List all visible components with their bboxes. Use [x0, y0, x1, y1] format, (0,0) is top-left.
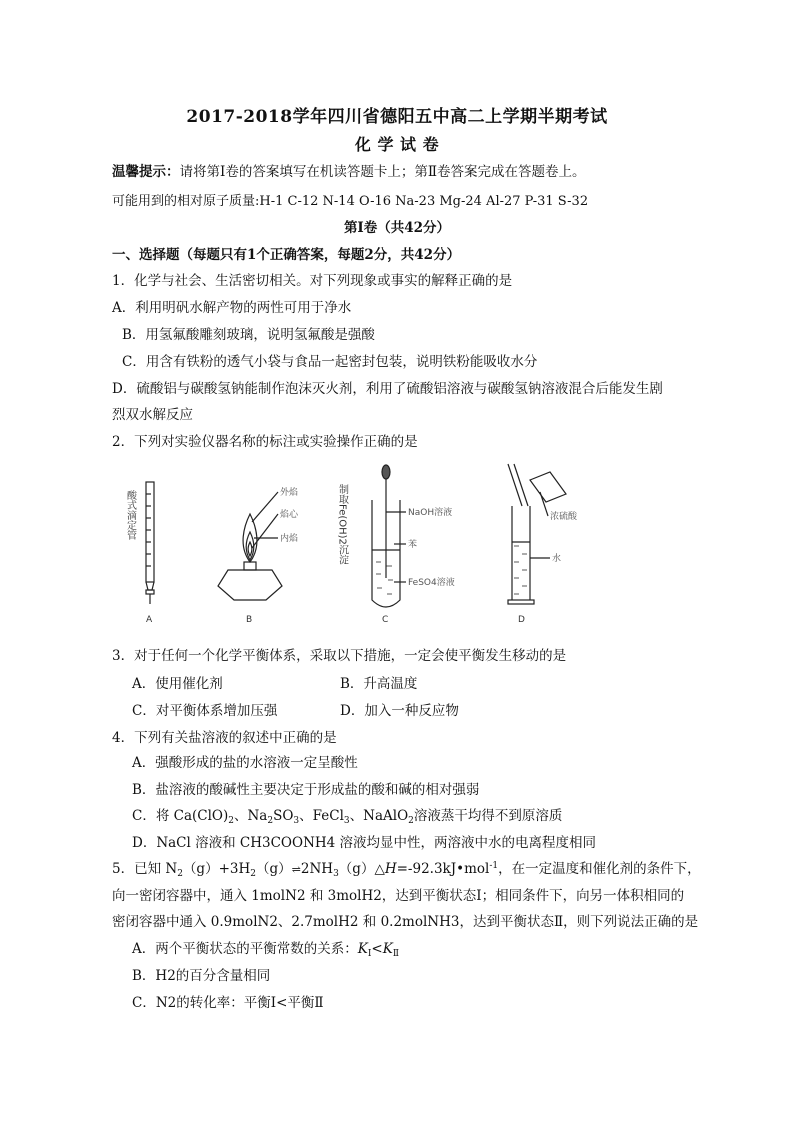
- q5-line1-end: ，在一定温度和催化剂的条件下，: [498, 861, 701, 877]
- figure-c-benzene-label: 苯: [408, 540, 418, 550]
- q5-stem-line3: 密闭容器中通入 0.9molN2、2.7molH2 和 0.2molNH3，达到平衡状态Ⅱ，则下列说法正确的是: [112, 914, 699, 930]
- q1-option-d-line2: 烈双水解反应: [112, 407, 193, 423]
- q1-option-d-line1: D．硫酸铝与碳酸氢钠能制作泡沫灭火剂，利用了硫酸铝溶液与碳酸氢钠溶液混合后能发生剧: [112, 381, 663, 397]
- q1-option-b: B．用氢氟酸雕刻玻璃，说明氢氟酸是强酸: [122, 327, 375, 343]
- q3-option-c: C．对平衡体系增加压强: [132, 703, 278, 719]
- exam-title: 2017-2018学年四川省德阳五中高二上学期半期考试: [186, 107, 608, 127]
- q2-stem: 2．下列对实验仪器名称的标注或实验操作正确的是: [112, 434, 418, 450]
- figure-b-letter: B: [246, 615, 253, 625]
- q3-option-d: D．加入一种反应物: [340, 703, 459, 719]
- q4-c-end: 溶液蒸干均得不到原溶质: [413, 808, 563, 824]
- q5-option-c: C．N2的转化率：平衡Ⅰ<平衡Ⅱ: [132, 995, 324, 1011]
- q4-stem: 4．下列有关盐溶液的叙述中正确的是: [112, 730, 337, 746]
- figure-a-letter: A: [146, 615, 153, 625]
- figure-c-feso4-label: FeSO4溶液: [408, 578, 455, 588]
- figure-a-label: 酸式滴定管: [124, 490, 136, 540]
- figure-c-naoh-label: NaOH溶液: [408, 508, 453, 518]
- figure-c-test-tube: [372, 465, 406, 607]
- q4-option-a: A．强酸形成的盐的水溶液一定呈酸性: [132, 755, 358, 771]
- figure-d-dilution: [508, 464, 566, 604]
- figure-c-label: 制取Fe(OH)2沉淀: [336, 484, 348, 565]
- q5-stem-line1: 5．已知 $N_2(g)+3H_2(g)\rightleftharpoons 2NH_3(g)\triangle H=-92.3kJ•mol^{-1}$，在一定温度和催化剂的条件下，: [112, 861, 701, 879]
- q5-a-text: A．两个平衡状态的平衡常数的关系：: [132, 941, 358, 957]
- q3-option-b: B．升高温度: [340, 676, 418, 692]
- q2-apparatus-figure: [110, 462, 580, 634]
- atomic-masses: 可能用到的相对原子质量:H-1 C-12 N-14 O-16 Na-23 Mg-24 Al-27 P-31 S-32: [112, 194, 589, 209]
- figure-b-flame-core-label: 焰心: [280, 510, 299, 520]
- q1-option-c: C．用含有铁粉的透气小袋与食品一起密封包装，说明铁粉能吸收水分: [122, 354, 538, 370]
- q4-option-d: D．NaCl 溶液和 CH3COONH4 溶液均显中性，两溶液中水的电离程度相同: [132, 835, 597, 851]
- section-heading: 一、选择题（每题只有1个正确答案，每题2分，共42分）: [112, 247, 461, 263]
- figure-c-letter: C: [382, 615, 389, 625]
- q4-c-start: C．将 Ca(ClO): [132, 808, 229, 824]
- section-title: 第Ⅰ卷（共42分）: [343, 220, 451, 236]
- figure-b-outer-flame-label: 外焰: [280, 488, 299, 498]
- q3-option-a: A．使用催化剂: [132, 676, 223, 692]
- q5-option-a: A．两个平衡状态的平衡常数的关系：$K_Ⅰ<K_Ⅱ$: [132, 941, 399, 959]
- notice-text: 请将第Ⅰ卷的答案填写在机读答题卡上；第Ⅱ卷答案完成在答题卷上。: [179, 164, 586, 180]
- notice-label: 温馨提示：: [112, 164, 180, 180]
- figure-b-alcohol-lamp: [218, 492, 282, 600]
- figure-d-letter: D: [518, 615, 525, 625]
- q3-stem: 3．对于任何一个化学平衡体系，采取以下措施，一定会使平衡发生移动的是: [112, 648, 567, 664]
- figure-d-acid-label: 浓硫酸: [550, 512, 578, 522]
- notice: [112, 162, 586, 182]
- exam-subtitle: 化 学 试 卷: [354, 135, 440, 154]
- figure-a-burette: [146, 482, 154, 604]
- q5-stem-line2: 向一密闭容器中，通入 1molN2 和 3molH2，达到平衡状态Ⅰ；相同条件下，向另一体积相同的: [112, 888, 685, 904]
- q1-stem: 1．化学与社会、生活密切相关。对下列现象或事实的解释正确的是: [112, 273, 513, 289]
- q4-option-c: C．将 $Ca(ClO)_2$、$Na_2SO_3$、FeCl$_3$、NaAlO$_2$溶液蒸干均得不到原溶质: [132, 808, 563, 826]
- figure-d-water-label: 水: [552, 554, 562, 564]
- q4-option-b: B．盐溶液的酸碱性主要决定于形成盐的酸和碱的相对强弱: [132, 782, 480, 798]
- q1-option-a: A．利用明矾水解产物的两性可用于净水: [112, 300, 352, 316]
- q5-option-b: B．H2的百分含量相同: [132, 968, 271, 984]
- figure-b-inner-flame-label: 内焰: [280, 534, 299, 544]
